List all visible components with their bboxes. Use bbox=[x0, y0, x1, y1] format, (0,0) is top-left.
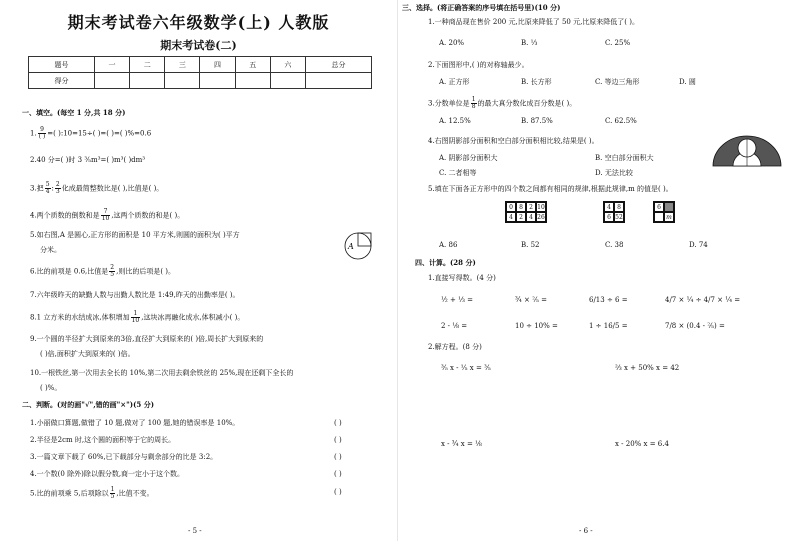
grid-cell: 4 bbox=[506, 212, 516, 222]
choice-2-option: B. 长方形 bbox=[521, 78, 552, 86]
score-input-cell[interactable] bbox=[270, 73, 305, 89]
calc-1-heading: 1.直接写得数。(4 分) bbox=[428, 274, 496, 282]
choice-4-option: A. 阴影部分面积大 bbox=[439, 154, 498, 162]
judge-2: 2.半径是2cm 时,这个圆的面积等于它的周长。 bbox=[30, 436, 176, 444]
fraction: $\frac{9}{( )}$ bbox=[38, 126, 46, 140]
circle-square-figure bbox=[342, 230, 374, 262]
judge-1: 1.小丽做口算题,做错了 10 题,做对了 100 题,她的错误率是 10%。 bbox=[30, 419, 240, 427]
score-header-cell: 六 bbox=[270, 57, 305, 73]
grid-cell: 0 bbox=[506, 202, 516, 212]
grid-cell: 2 bbox=[516, 212, 526, 222]
calc-item: 2 - ⅛ = bbox=[441, 322, 468, 330]
score-header-cell: 五 bbox=[235, 57, 270, 73]
grid-cell: 8 bbox=[516, 202, 526, 212]
judge-5: 5.比的前项乘 5,后项除以 $\frac{1}{5}$ ,比值不变。 bbox=[30, 486, 154, 500]
choice-3-option: C. 62.5% bbox=[605, 117, 637, 125]
question-10-line1: 10.一根铁丝,第一次用去全长的 10%,第二次用去剩余铁丝的 25%,现在还剩下全长的 bbox=[30, 369, 294, 377]
question-9-line2: ( )倍,面积扩大到原来的( )倍。 bbox=[40, 350, 135, 358]
grid-cell: 52 bbox=[615, 214, 623, 221]
answer-paren[interactable]: ( ) bbox=[334, 453, 342, 461]
calc-item: ½ + ⅓ = bbox=[441, 296, 473, 304]
choice-1: 1.一种商品现在售价 200 元,比原来降低了 50 元,比原来降低了( )。 bbox=[428, 18, 639, 26]
grid-cell: 2 bbox=[526, 202, 536, 212]
calc-item: 4/7 × ¼ ÷ 4/7 × ¼ = bbox=[665, 296, 741, 304]
grid-cell: 4 bbox=[526, 212, 536, 222]
grid-cell bbox=[664, 202, 674, 212]
grid-cell: m bbox=[664, 212, 674, 222]
choice-4-option: B. 空白部分面积大 bbox=[595, 154, 654, 162]
score-input-cell[interactable] bbox=[94, 73, 129, 89]
choice-5-option: A. 86 bbox=[439, 241, 458, 249]
question-4: 4.两个质数的倒数和是 $\frac{7}{10}$ ,这两个质数的和是( )。 bbox=[30, 208, 185, 222]
choice-4-option: D. 无法比较 bbox=[595, 169, 633, 177]
question-3: 3.把 $\frac{5}{4}$ : $\frac{2}{3}$ 化成最简整数比是( ),比值是( )。 bbox=[30, 181, 164, 195]
calc-2-heading: 2.解方程。(8 分) bbox=[428, 343, 482, 351]
choice-2-option: A. 正方形 bbox=[439, 78, 470, 86]
score-input-cell[interactable] bbox=[235, 73, 270, 89]
equation: ⅔ x + 50% x = 42 bbox=[615, 364, 680, 372]
page-number: - 5 - bbox=[188, 527, 202, 535]
section-4-heading: 四、计算。(28 分) bbox=[415, 258, 476, 267]
choice-1-option: B. ⅓ bbox=[521, 39, 538, 47]
question-1: 1. $\frac{9}{( )}$ =( ):10=15÷( )=( )=( )%=0.6 bbox=[30, 126, 152, 140]
score-input-cell[interactable] bbox=[200, 73, 235, 89]
grid-cell: 10 bbox=[537, 204, 545, 211]
score-header-cell: 题号 bbox=[29, 57, 95, 73]
score-header-cell: 一 bbox=[94, 57, 129, 73]
grid-cell: 8 bbox=[614, 202, 624, 212]
calc-item: ¾ × ⅖ = bbox=[515, 296, 547, 304]
answer-paren[interactable]: ( ) bbox=[334, 470, 342, 478]
number-grid bbox=[603, 201, 625, 223]
score-row-label: 得分 bbox=[29, 73, 95, 89]
exam-subtitle: 期末考试卷(二) bbox=[160, 39, 237, 52]
grid-cell: 4 bbox=[604, 202, 614, 212]
choice-5: 5.填在下面各正方形中的四个数之间都有相同的规律,根据此规律,m 的值是( )。 bbox=[428, 185, 673, 193]
choice-3: 3.分数单位是 $\frac{1}{8}$ 的最大真分数化成百分数是( )。 bbox=[428, 96, 577, 110]
question-8: 8.1 立方米的水结成冰,体积增加 $\frac{1}{10}$ ,这块冰再融化成水,体积减小( )。 bbox=[30, 310, 245, 324]
judge-3: 3.一篇文章下载了 60%,已下载部分与剩余部分的比是 3:2。 bbox=[30, 453, 218, 461]
section-2-heading: 二、判断。(对的画"√",错的画"×")(5 分) bbox=[22, 400, 155, 409]
choice-2-option: C. 等边三角形 bbox=[595, 78, 640, 86]
choice-1-option: C. 25% bbox=[605, 39, 631, 47]
question-7: 7.六年级昨天的缺勤人数与出勤人数比是 1:49,昨天的出勤率是( )。 bbox=[30, 291, 240, 299]
answer-paren[interactable]: ( ) bbox=[334, 488, 342, 496]
figure-label-a: A bbox=[348, 242, 354, 251]
choice-5-option: D. 74 bbox=[689, 241, 708, 249]
number-grid bbox=[525, 201, 547, 223]
score-input-cell[interactable] bbox=[165, 73, 200, 89]
calc-item: 1 ÷ 16/5 = bbox=[589, 322, 628, 330]
grid-cell: 6 bbox=[604, 212, 614, 222]
calc-item: 10 ÷ 10% = bbox=[515, 322, 558, 330]
answer-paren[interactable]: ( ) bbox=[334, 436, 342, 444]
equation: x - 20% x = 6.4 bbox=[615, 440, 669, 448]
score-header-cell: 总分 bbox=[305, 57, 371, 73]
choice-2-option: D. 圆 bbox=[679, 78, 696, 86]
question-5-line2: 分米。 bbox=[40, 246, 61, 254]
grid-cell: 6 bbox=[654, 202, 664, 212]
calc-item: 7/8 × (0.4 - ⅖) = bbox=[665, 322, 725, 330]
choice-3-option: A. 12.5% bbox=[439, 117, 471, 125]
number-grid bbox=[653, 201, 675, 223]
score-header-cell: 二 bbox=[130, 57, 165, 73]
section-3-heading: 三、选择。(将正确答案的序号填在括号里)(10 分) bbox=[402, 3, 561, 12]
grid-cell bbox=[654, 212, 664, 222]
equation: ³⁄₅ x - ⅕ x = ⅗ bbox=[441, 364, 491, 372]
question-10-line2: ( )%。 bbox=[40, 384, 62, 392]
question-2: 2.40 分=( )时 3 ⅗m³=( )m³( )dm³ bbox=[30, 156, 146, 164]
page-number: - 6 - bbox=[579, 527, 593, 535]
choice-3-option: B. 87.5% bbox=[521, 117, 553, 125]
section-1-heading: 一、填空。(每空 1 分,共 18 分) bbox=[22, 108, 126, 117]
equation: x - ¾ x = ⅛ bbox=[441, 440, 482, 448]
answer-paren[interactable]: ( ) bbox=[334, 419, 342, 427]
score-header-cell: 三 bbox=[165, 57, 200, 73]
grid-cell: 26 bbox=[537, 214, 545, 221]
judge-4: 4.一个数(0 除外)除以假分数,商一定小于这个数。 bbox=[30, 470, 185, 478]
choice-2: 2.下面图形中,( )的对称轴最少。 bbox=[428, 61, 529, 69]
score-input-cell[interactable] bbox=[130, 73, 165, 89]
shaded-semicircle-figure bbox=[711, 134, 783, 170]
choice-4: 4.右图阴影部分面积和空白部分面积相比较,结果是( )。 bbox=[428, 137, 599, 145]
right-page bbox=[397, 0, 794, 541]
score-input-cell[interactable] bbox=[305, 73, 371, 89]
exam-title: 期末考试卷六年级数学(上) 人教版 bbox=[67, 13, 330, 32]
choice-5-option: B. 52 bbox=[521, 241, 540, 249]
question-6: 6.比的前项是 0.6,比值是 $\frac{2}{5}$ ,则比的后项是( )。 bbox=[30, 264, 176, 278]
choice-5-option: C. 38 bbox=[605, 241, 624, 249]
choice-1-option: A. 20% bbox=[439, 39, 465, 47]
question-5-line1: 5.如右图,A 是圆心,正方形的面积是 10 平方米,则圆的面积为( )平方 bbox=[30, 231, 240, 239]
score-header-cell: 四 bbox=[200, 57, 235, 73]
calc-item: 6/13 ÷ 6 = bbox=[589, 296, 628, 304]
number-grid bbox=[505, 201, 527, 223]
choice-4-option: C. 二者相等 bbox=[439, 169, 477, 177]
score-table bbox=[28, 56, 372, 89]
question-9-line1: 9.一个圆的半径扩大到原来的3倍,直径扩大到原来的( )倍,周长扩大到原来的 bbox=[30, 335, 264, 343]
